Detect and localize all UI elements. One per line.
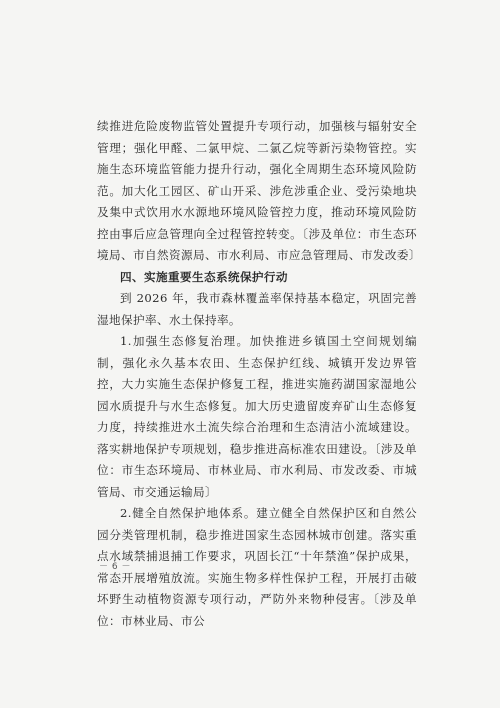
paragraph-goal: 到 2026 年，我市森林覆盖率保持基本稳定，巩固完善湿地保护率、水土保持率。 <box>97 291 417 327</box>
paragraph-item-2: 2.健全自然保护地体系。建立健全自然保护区和自然公园分类管理机制，稳步推进国家生态园林城市创建。落实重点水域禁捕退捕工作要求，巩固长江“十年禁渔”保护成果，常态开展增殖放流。实施生物多样性保护工程，开展打击破坏野生动植物资源专项行动，严防外来物种侵害。〔涉及单位：市林业局、市公 <box>97 506 417 628</box>
paragraph-continued: 续推进危险废物监管处置提升专项行动，加强核与辐射安全管理；强化甲醛、二氯甲烷、二氯乙烷等新污染物管控。实施生态环境监管能力提升行动，强化全周期生态环境风险防范。加大化工园区、矿山开采、涉危涉重企业、受污染地块及集中式饮用水水源地环境风险管控力度，推动环境风险防控由事后应急管理向全过程管控转变。〔涉及单位：市生态环境局、市自然资源局、市水利局、市应急管理局、市发改委〕 <box>97 119 421 262</box>
paragraph-item-1: 1.加强生态修复治理。加快推进乡镇国土空间规划编制，强化永久基本农田、生态保护红线、城镇开发边界管控，大力实施生态保护修复工程，推进实施药湖国家湿地公园水质提升与水生态修复。加大历史遗留废弃矿山生态修复力度，持续推进水土流失综合治理和生态清洁小流域建设。落实耕地保护专项规划，稳步推进高标准农田建设。〔涉及单位：市生态环境局、市林业局、市水利局、市发改委、市城管局、市交通运输局〕 <box>97 334 417 499</box>
document-body <box>97 116 421 632</box>
section-heading: 四、实施重要生态系统保护行动 <box>120 269 288 284</box>
page-number: － 6 － <box>99 562 131 572</box>
